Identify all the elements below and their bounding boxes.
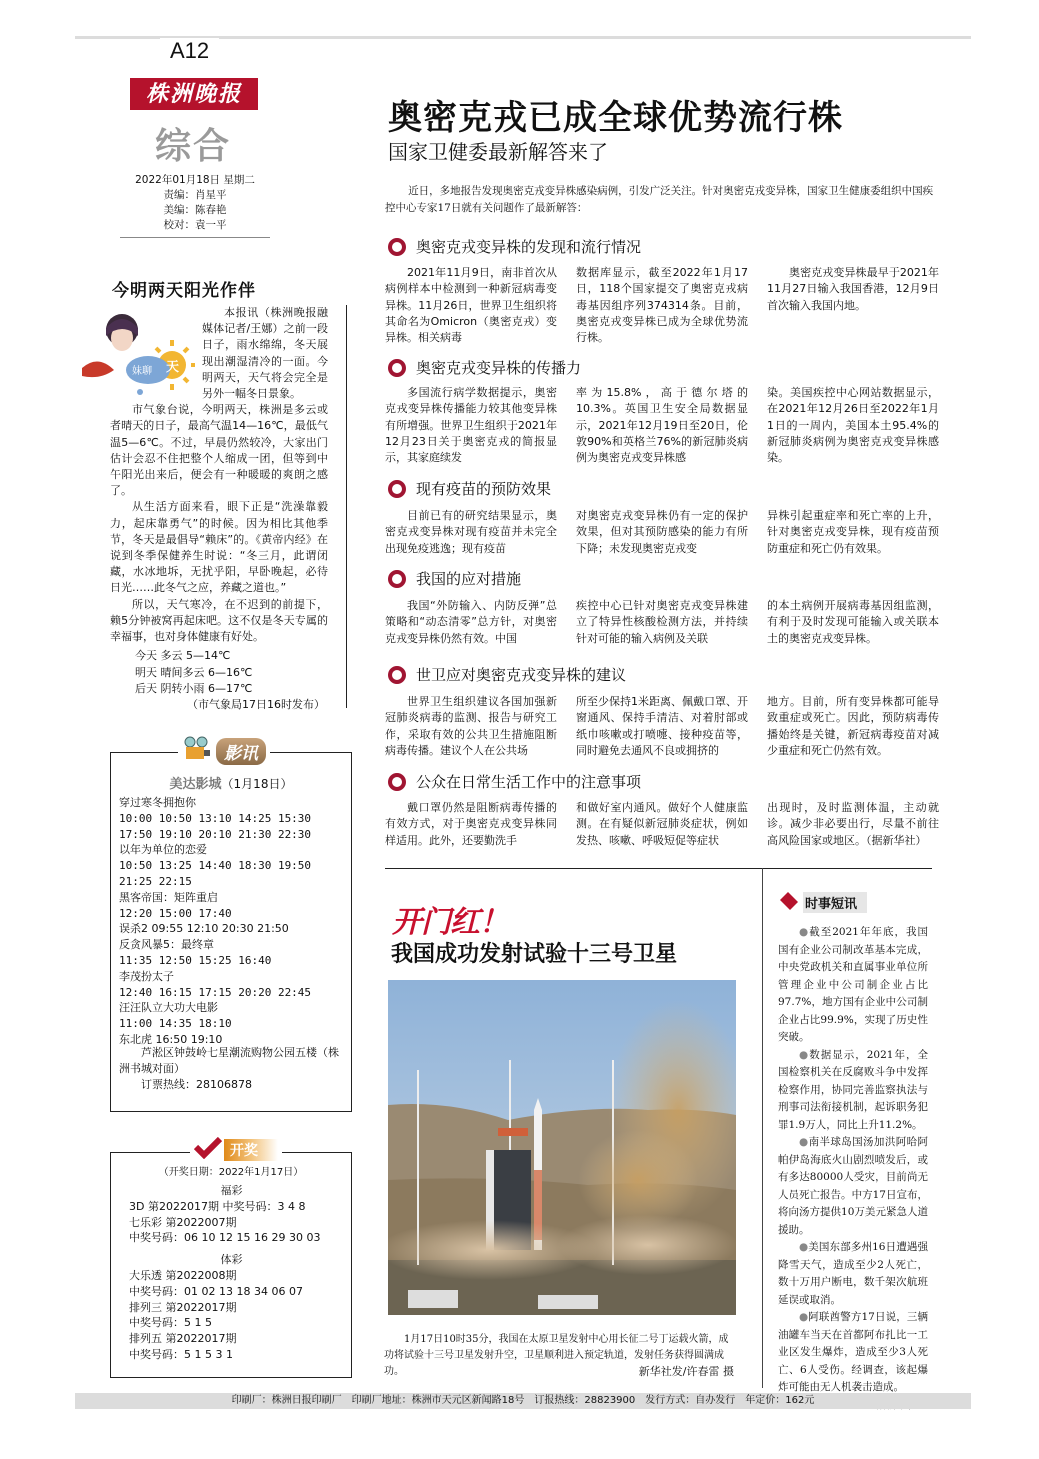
film-title: 李茂扮太子 (119, 969, 174, 983)
column-text: 地方。目前，所有变异株都可能导致重症或死亡。因此，预防病毒传播始终是关键，新冠病毒疫苗对减少重症和死亡仍然有效。 (767, 695, 939, 757)
lottery-date: （开奖日期：2022年1月17日） (158, 1167, 304, 1178)
column-text: 出现时，及时监测体温，主动就诊。减少非必要出行，尽量不前往高风险国家或地区。（据新华社） (767, 801, 939, 847)
lottery-line: 中奖号码：06 10 12 15 16 29 30 03 (129, 1231, 321, 1245)
lottery-line: 排列五 第2022017期 (129, 1332, 237, 1346)
column-text: 率为15.8%，高于德尔塔的10.3%。英国卫生安全局数据显示，2021年12月19日至20日，伦敦90%和英格兰76%的新冠肺炎病例为奥密克戎变异株感 (576, 386, 748, 465)
ring-bullet-icon (388, 480, 406, 498)
svg-text:天: 天 (166, 360, 180, 375)
section-body (385, 694, 940, 759)
brief-item: ●美国东部多州16日遭遇强降雪天气，造成至少2人死亡，数十万用户断电，数千架次航班延误或取消。 (778, 1241, 928, 1306)
section-body (385, 265, 940, 346)
lottery-line: 排列三 第2022017期 (129, 1300, 237, 1314)
column-text: 染。美国疾控中心网站数据显示，在2021年12月26日至2022年1月1日的一周内，美国本土95.4%的新冠肺炎病例为奥密克戎变异株感染。 (767, 386, 939, 465)
film-times: 21:25 22:15 (119, 874, 192, 888)
ring-bullet-icon (388, 359, 406, 377)
film-times: 12:20 15:00 17:40 (119, 906, 232, 920)
section-heading: 世卫应对奥密克戎变异株的建议 (388, 664, 626, 685)
section-heading: 公众在日常生活工作中的注意事项 (388, 771, 641, 792)
section-heading: 我国的应对措施 (388, 568, 521, 589)
column-text: 和做好室内通风。做好个人健康监测。在有疑似新冠肺炎症状，例如发热、咳嗽、呼吸短促等症状 (576, 801, 748, 847)
forecast-row: 后天 阴转小雨 6—17℃ (135, 682, 253, 695)
film-title: 黑客帝国：矩阵重启 (119, 890, 218, 904)
column-rule (346, 305, 347, 708)
column-text: 异株引起重症率和死亡率的上升，针对奥密克戎变异株，现有疫苗预防重症和死亡仍有效果。 (767, 509, 939, 555)
cinema-address: 芦淞区钟鼓岭七星潮流购物公园五楼（株洲书城对面） (119, 1046, 339, 1075)
weather-title: 今明两天阳光作伴 (112, 281, 256, 301)
masthead-logo: 株洲晚报 (130, 78, 258, 110)
bullet-dot-icon: ● (799, 1311, 809, 1323)
section-heading: 现有疫苗的预防效果 (388, 478, 551, 499)
lottery-line: 中奖号码：5 1 5 (129, 1316, 212, 1330)
column-text: 世界卫生组织建议各国加强新冠肺炎病毒的监测、报告与研究工作，采取有效的公共卫生措施阻断病毒传播。建议个人在公共场 (385, 695, 557, 757)
lottery-line: 3D 第2022017期 中奖号码：3 4 8 (129, 1199, 306, 1213)
pencil-icon (778, 890, 800, 914)
lottery-category: 体彩 (220, 1253, 243, 1267)
film-title: 穿过寒冬拥抱你 (119, 796, 196, 809)
main-headline: 奥密克戎已成全球优势流行株 (388, 98, 843, 138)
cinema-name: 美达影城 (169, 777, 222, 792)
cinema-hotline: 订票热线：28106878 (141, 1078, 252, 1091)
lottery-line: 七乐彩 第2022007期 (129, 1215, 237, 1229)
bullet-dot-icon: ● (799, 1136, 809, 1148)
lottery-line: 中奖号码：01 02 13 18 34 06 07 (129, 1284, 303, 1298)
column-text: 戴口罩仍然是阻断病毒传播的有效方式，对于奥密克戎变异株同样适用。此外，还要勤洗手 (385, 801, 557, 847)
column-text: 的本土病例开展病毒基因组监测，有利于及时发现可能输入或关联本土的奥密克戎变异株。 (767, 599, 939, 645)
section-name: 综合 (155, 125, 232, 167)
column-text: 目前已有的研究结果显示，奥密克戎变异株对现有疫苗并未完全出现免疫逃逸；现有疫苗 (385, 509, 557, 555)
page-meta (120, 173, 270, 233)
cinema-badge (178, 736, 270, 766)
column-badge-text: 妹聊 (132, 366, 152, 377)
cinema-address-block (119, 1045, 345, 1093)
briefs-list (778, 924, 928, 1414)
print-footer: 印刷厂：株洲日报印刷厂 印刷厂地址：株洲市天元区新闻路18号 订报热线：28823900 发行方式：自办发行 年定价：162元 (75, 1393, 971, 1409)
brief-item: ●数据显示，2021年，全国检察机关在反腐败斗争中发挥检察作用，协同完善监察执法与刑事司法衔接机制，起诉职务犯罪1.9万人，同比上升11.2%。 (778, 1048, 928, 1131)
column-text: 奥密克戎变异株最早于2021年11月27日输入我国香港，12月9日首次输入我国内地。 (767, 266, 939, 312)
column-text: 2021年11月9日，南非首次从病例样本中检测到一种新冠病毒变异株。11月26日，世界卫生组织将其命名为Omicron（奥密克戎）变异株。相关病毒 (385, 266, 557, 345)
column-text: 数据库显示，截至2022年1月17日，118个国家提交了奥密克戎病毒基因组序列374314条。目前，奥密克戎变异株已成为全球优势流行株。 (576, 266, 748, 345)
ring-bullet-icon (388, 238, 406, 256)
weather-paragraph: 本报讯（株洲晚报融媒体记者/王娜）之前一段日子，雨水绵绵，冬天展现出潮湿清冷的一面。今明两天，天气将会完全是另外一幅冬日景象。 (202, 306, 328, 401)
lottery-badge-label: 开奖 (224, 1139, 278, 1161)
section-heading: 奥密克戎变异株的发现和流行情况 (388, 236, 641, 257)
film-times: 12:40 16:15 17:15 20:20 22:45 (119, 985, 312, 999)
film-title: 误杀2 09:55 12:10 20:30 21:50 (119, 922, 289, 936)
section-body (385, 385, 940, 466)
film-title: 以年为单位的恋爱 (119, 843, 207, 857)
main-subhead: 国家卫健委最新解答来了 (388, 140, 608, 164)
section-heading: 奥密克戎变异株的传播力 (388, 357, 581, 378)
bullet-dot-icon: ● (799, 1241, 809, 1253)
satellite-headline: 我国成功发射试验十三号卫星 (391, 942, 678, 967)
brief-column-rule (762, 868, 763, 1388)
lottery-badge (190, 1137, 282, 1163)
film-times: 11:35 12:50 15:25 16:40 (119, 953, 272, 967)
weather-article (110, 305, 328, 645)
lottery-line: 大乐透 第2022008期 (129, 1268, 237, 1282)
film-times: 11:00 14:35 18:10 (119, 1017, 232, 1031)
article-lead: 近日，多地报告发现奥密克戎变异株感染病例，引发广泛关注。针对奥密克戎变异株，国家卫生健康委组织中国疾控中心专家17日就有关问题作了最新解答： (385, 185, 934, 214)
weather-paragraph: 所以，天气寒冷，在不迟到的前提下，赖5分钟被窝再起床吧。这不仅是冬天专属的幸福事，也对身体健康有好处。 (110, 597, 328, 644)
editor: 责编：肖星平 (163, 189, 227, 201)
section-body (385, 508, 940, 557)
section-body (385, 598, 940, 647)
cinema-listings-box (110, 752, 352, 1112)
page-number: A12 (160, 38, 219, 64)
designer: 美编：陈春艳 (163, 204, 227, 216)
weather-paragraph: 市气象台说，今明两天，株洲是多云或者晴天的日子，最高气温14—16℃，最低气温5—6℃。不过，早晨仍然较冷，大家出门估计会忍不住把整个人缩成一团，但等到中午阳光出来后，便会有一种暖暖的爽朗之感了。 (110, 403, 328, 498)
rocket-launch-photo (388, 980, 736, 1315)
brief-item: ●阿联酋警方17日说，三辆油罐车当天在首都阿布扎比一工业区发生爆炸，造成至少3人死亡、6人受伤。经调查，该起爆炸可能由无人机袭击造成。 (778, 1309, 928, 1397)
forecast-source: （市气象局17日16时发布） (187, 698, 325, 711)
column-text: 多国流行病学数据提示，奥密克戎变异株传播能力较其他变异株有所增强。世界卫生组织于2021年12月23日关于奥密克戎的简报显示，其家庭续发 (385, 386, 557, 465)
column-text: 我国“外防输入、内防反弹”总策略和“动态清零”总方针，对奥密克戎变异株仍然有效。中国 (385, 599, 557, 645)
section-body (385, 800, 940, 849)
ring-bullet-icon (388, 773, 406, 791)
film-title: 东北虎 16:50 19:10 (119, 1032, 223, 1046)
brief-item: ●截至2021年年底，我国国有企业公司制改革基本完成，中央党政机关和直属事业单位所管理企业中公司制企业占比97.7%，地方国有企业中公司制企业占比99.9%，实现了历史性突破。 (778, 926, 928, 1043)
film-projector-icon (182, 736, 212, 766)
checkmark-icon (194, 1137, 222, 1163)
film-times: 17:50 19:10 20:10 21:30 22:30 (119, 827, 312, 841)
film-title: 反贪风暴5：最终章 (119, 938, 214, 952)
kicker-title: 开门红！ (392, 905, 508, 940)
cinema-badge-label: 影讯 (216, 738, 266, 765)
column-text: 疾控中心已针对奥密克戎变异株建立了特异性核酸检测方法，并持续针对可能的输入病例及关联 (576, 599, 748, 645)
photo-caption (384, 1332, 734, 1380)
issue-date: 2022年01月18日 星期二 (135, 174, 255, 186)
lottery-box (110, 1152, 352, 1378)
meta-divider (120, 237, 270, 238)
lottery-line: 中奖号码：5 1 5 3 1 (129, 1347, 233, 1361)
proofreader: 校对：袁一平 (163, 219, 227, 231)
forecast-list (135, 648, 252, 698)
cinema-header (111, 773, 351, 792)
article-divider (385, 868, 932, 869)
bullet-dot-icon: ● (799, 1048, 810, 1061)
caption-text: 1月17日10时35分，我国在太原卫星发射中心用长征二号丁运载火箭，成功将试验十三号卫星发射升空，卫星顺利进入预定轨道，发射任务获得圆满成功。 (384, 1334, 729, 1377)
film-list (119, 795, 311, 1048)
bullet-dot-icon: ● (799, 926, 810, 938)
forecast-row: 明天 晴间多云 6—16℃ (135, 665, 253, 679)
briefs-title: 时事短讯 (803, 892, 867, 913)
column-text: 对奥密克戎变异株仍有一定的保护效果，但对其预防感染的能力有所下降；未发现奥密克戎变 (576, 509, 748, 555)
film-times: 10:00 10:50 13:10 14:25 15:30 (119, 811, 312, 825)
column-text: 所至少保持1米距离、佩戴口罩、开窗通风、保持手清洁、对着肘部或纸巾咳嗽或打喷嚏、接种疫苗等，同时避免去通风不良或拥挤的 (576, 695, 748, 757)
film-times: 10:50 13:25 14:40 18:30 19:50 (119, 859, 312, 873)
forecast-row: 今天 多云 5—14℃ (135, 649, 231, 662)
weather-paragraph: 从生活方面来看，眼下正是“洗澡靠毅力，起床靠勇气”的时候。因为相比其他季节，冬天是最倡导“赖床”的。《黄帝内经》在说到冬季保健养生时说：“冬三月，此谓闭藏，水冰地坼，无扰乎阳，早卧晚起，必待日光……此冬气之应，养藏之道也。” (110, 500, 328, 595)
brief-item: ●南半球岛国汤加洪阿哈阿帕伊岛海底火山剧烈喷发后，或有多达80000人受灾，目前尚无人员死亡报告。中方17日宣布，将向汤方提供10万美元紧急人道援助。 (778, 1136, 928, 1236)
briefs-header (778, 890, 867, 914)
ring-bullet-icon (388, 570, 406, 588)
ring-bullet-icon (388, 666, 406, 684)
top-rule-right (235, 36, 971, 39)
film-title: 汪汪队立大功大电影 (119, 1001, 218, 1015)
lottery-category: 福彩 (220, 1184, 243, 1197)
lottery-list (129, 1183, 334, 1363)
cinema-date: （1月18日） (221, 777, 293, 791)
photo-credit: 新华社发/许春雷 摄 (638, 1365, 734, 1378)
